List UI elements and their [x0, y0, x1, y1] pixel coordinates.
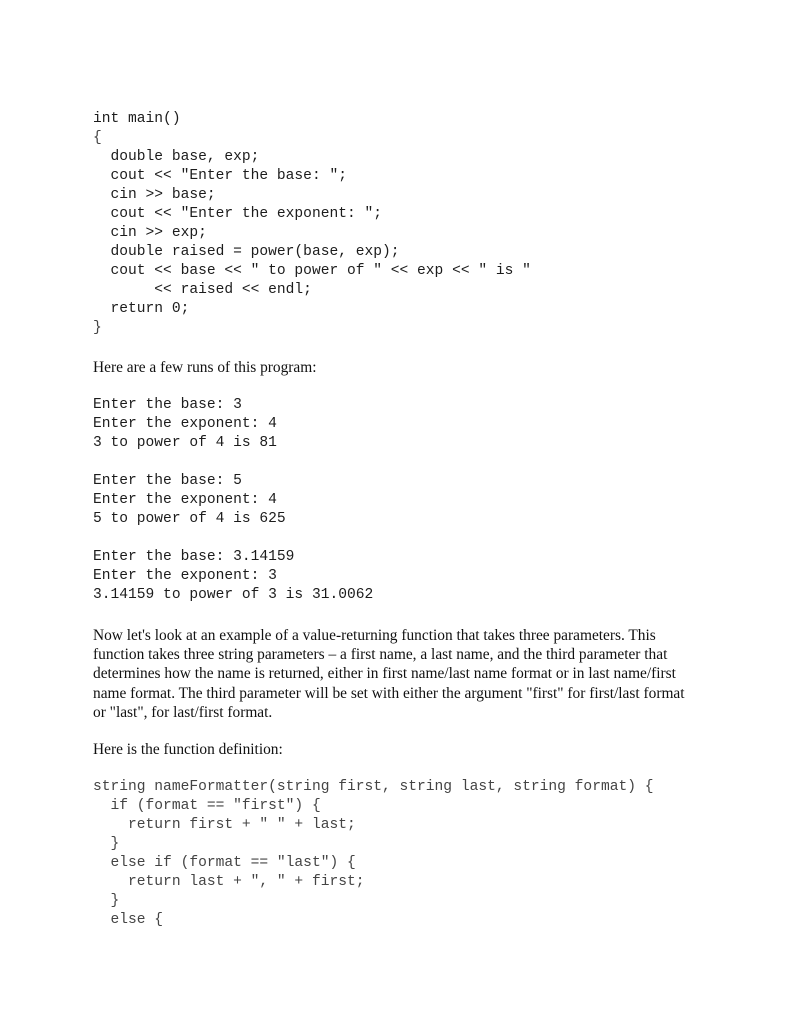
- code-line: return 0;: [93, 301, 190, 317]
- definition-intro-text: [93, 740, 713, 759]
- run-output-line: Enter the exponent: 4: [93, 416, 277, 432]
- runs-intro-text: [93, 358, 713, 377]
- code-line: cout << base << " to power of " << exp << " is ": [93, 263, 531, 279]
- function-code-block: [93, 778, 654, 930]
- code-line: return last + ", " + first;: [93, 874, 365, 890]
- main-code-block: [93, 110, 531, 338]
- code-line: double base, exp;: [93, 149, 260, 165]
- paragraph-line: name format. The third parameter will be set with either the argument "first" for first/last format: [93, 684, 685, 702]
- run-output-line: Enter the exponent: 4: [93, 492, 277, 508]
- explanation-paragraph: [93, 626, 713, 722]
- sample-run-3: [93, 548, 373, 605]
- code-line: cout << "Enter the base: ";: [93, 168, 347, 184]
- paragraph-line: function takes three string parameters – a first name, a last name, and the third parameter that: [93, 646, 668, 664]
- code-line: cin >> base;: [93, 187, 216, 203]
- code-line: else {: [93, 912, 164, 928]
- run-output-line: 3.14159 to power of 3 is 31.0062: [93, 587, 374, 603]
- code-line: return first + " " + last;: [93, 817, 356, 833]
- code-line: else if (format == "last") {: [93, 855, 356, 871]
- run-output-line: Enter the base: 3.14159: [93, 549, 295, 565]
- runs-intro-line: Here are a few runs of this program:: [93, 359, 317, 376]
- paragraph-line: or "last", for last/first format.: [93, 703, 273, 721]
- definition-intro-line: Here is the function definition:: [93, 741, 283, 758]
- code-line: if (format == "first") {: [93, 798, 321, 814]
- code-line: cout << "Enter the exponent: ";: [93, 206, 383, 222]
- code-line: {: [93, 130, 102, 146]
- run-output-line: Enter the base: 3: [93, 397, 242, 413]
- code-line: << raised << endl;: [93, 282, 312, 298]
- paragraph-line: determines how the name is returned, either in first name/last name format or in last name/first: [93, 665, 676, 683]
- run-output-line: Enter the base: 5: [93, 473, 242, 489]
- code-line: int main(): [93, 111, 181, 127]
- run-output-line: 3 to power of 4 is 81: [93, 435, 277, 451]
- code-line: }: [93, 320, 102, 336]
- run-output-line: 5 to power of 4 is 625: [93, 511, 286, 527]
- code-line: }: [93, 836, 120, 852]
- sample-run-2: [93, 472, 286, 529]
- paragraph-line: Now let's look at an example of a value-returning function that takes three parameters. This: [93, 627, 656, 644]
- code-line: }: [93, 893, 120, 909]
- code-line: cin >> exp;: [93, 225, 207, 241]
- code-line: string nameFormatter(string first, string last, string format) {: [93, 779, 654, 795]
- run-output-line: Enter the exponent: 3: [93, 568, 277, 584]
- code-line: double raised = power(base, exp);: [93, 244, 400, 260]
- sample-run-1: [93, 396, 277, 453]
